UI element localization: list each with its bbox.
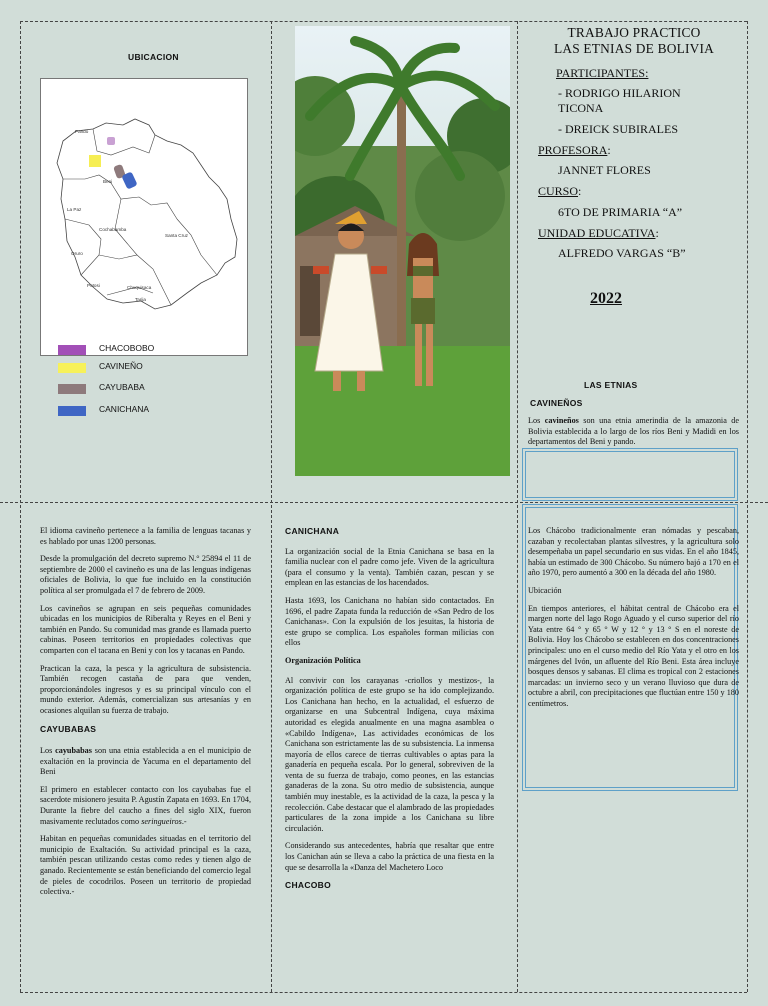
- chacobo-location-heading: Ubicación: [528, 585, 562, 595]
- chacobo-location: En tiempos anteriores, el hábitat central de Chácobo era el margen norte del lago Rogo Aguado y el curso superior del río Yata entre 64 ° y 65 ° W y 12 ° y 13 ° S en el noreste de Bolivia. Hoy los Chácobo se establecen en dos concentraciones principales: uno en el curso medio del Río Yata y el otro en los márgenes del Ivón, un afluente del Río Beni. Esta área incluye bosques densos y sabanas. El clima es tropical con 2 estaciones marcadas: un invierno seco y un verano lluvioso que dura de octubre a abril, con precipitaciones que fluctúan entre 150 y 180 centímetros.: [528, 603, 739, 708]
- legend-swatch-chacobobo: [58, 345, 86, 355]
- bolivia-map: [40, 78, 248, 356]
- map-label-pando: Pando: [75, 129, 89, 134]
- legend-swatch-canichana: [58, 406, 86, 416]
- top-frame-line: [20, 21, 747, 22]
- participant-1-line-b: TICONA: [558, 101, 604, 115]
- course-label-colon: :: [578, 184, 582, 198]
- participant-2: - DREICK SUBIRALES: [558, 122, 679, 136]
- p5-bold: cayubabas: [55, 746, 92, 756]
- p5-pre: Los: [40, 746, 56, 756]
- canichana-politics-heading: [285, 656, 494, 667]
- map-label-oruro: Oruro: [71, 251, 83, 256]
- school-label-colon: :: [655, 226, 659, 240]
- p5-post: son una etnia establecida a en el municipio de exaltación en la provincia de Yacuma en el departamento del Beni: [40, 746, 251, 777]
- legend-swatch-cayubaba: [58, 384, 86, 394]
- middle-frame-line: [0, 502, 768, 503]
- intro-pre: Los: [528, 416, 545, 425]
- cover-title-line-1: TRABAJO PRACTICO: [567, 25, 701, 40]
- cavinenos-column: [40, 526, 251, 905]
- course-label: [538, 184, 581, 199]
- canichana-column: [285, 526, 494, 891]
- text-box-frame-top-inner: [525, 451, 735, 498]
- cavinenos-decree: Desde la promulgación del decreto supremo N.° 25894 el 11 de septiembre de 2000 el cavineño es una de las lenguas indígenas oficiales de Bolivia, lo que fue incluido en la constitución política al ser promulgada el 7 de febrero de 2009.: [40, 554, 251, 595]
- politics-subheading: Organización Política: [285, 655, 361, 665]
- right-frame-line: [747, 21, 748, 992]
- cayubabas-heading: CAYUBABAS: [40, 723, 97, 734]
- participant-1-line-a: - RODRIGO HILARION: [558, 86, 681, 100]
- bolivia-map-outline: [41, 79, 247, 355]
- map-label-beni: Beni: [103, 179, 113, 184]
- map-label-cochabamba: Cochabamba: [99, 227, 127, 232]
- column-divider-2: [517, 21, 518, 992]
- intro-bold: cavineños: [544, 416, 579, 425]
- left-frame-line: [20, 21, 21, 992]
- map-region-chacobobo: [107, 137, 115, 145]
- canichana-politics: Al convivir con los carayanas -criollos y mestizos-, la organización política de este grupo se ha ido complejizando. Los Canichana han hecho, en la actualidad, el esfuerzo de organizarse en una Subcentral Indígena, cuya máxima autoridad es elegida anualmente en una magna asamblea o «Cabildo Indígena», Las actividades económicas de los Canichana son estrictamente las de su subsistencia. La inmensa mayoría de ellos carece de tierras cultivables o aptas para la ganadería en pequeña escala. Por lo general, sobreviven de la venta de su fuerza de trabajo, como peones, en las estancias ganaderas de la zona. Su otro medio de subsistencia, aunque también muy inestable, es la actividad de la caza, la pesca y la recolección. Cabe destacar que el alambrado de las propiedades particulares de la zona impide a los Canichana su libre circulación.: [285, 675, 494, 833]
- teacher-name: JANNET FLORES: [558, 163, 651, 177]
- map-label-chuquisaca: Chuquisaca: [127, 285, 152, 290]
- cayubabas-intro: [40, 746, 251, 778]
- chacobo-column: [528, 526, 739, 717]
- p6-end: .-: [181, 816, 187, 826]
- cover-title: [528, 25, 740, 57]
- school-name: ALFREDO VARGAS “B”: [558, 246, 686, 260]
- cavinenos-heading: CAVINEÑOS: [530, 398, 583, 408]
- participants-label: PARTICIPANTES:: [556, 66, 649, 80]
- ubicacion-heading: UBICACION: [128, 52, 179, 62]
- map-region-cavineno: [89, 155, 101, 167]
- column-divider-1: [271, 21, 272, 992]
- cavinenos-communities: Los cavineños se agrupan en seis pequeñas comunidades ubicadas en los municipios de Riberalta y Reyes en el Beni y también en Pando. Su comunidad mas grande es llamada puerto cabinas. Poseen territorios en propiedades colectivas que comparten con el tacana en Beni y con los y tacanas en Pando.: [40, 603, 251, 655]
- intro-post: son una etnia amerindia de la amazonia de Bolivia establecida a lo largo de los ríos Beni y Madidi en los departamentos del Beni y pando.: [528, 416, 740, 447]
- legend-label: CHACOBOBO: [99, 343, 155, 353]
- teacher-label-text: PROFESORA: [538, 143, 608, 157]
- map-label-tarija: Tarija: [135, 297, 146, 302]
- teacher-label-colon: :: [607, 143, 611, 157]
- cavinenos-language: El idioma cavineño pertenece a la familia de lenguas tacanas y es hablado por unas 1200 personas.: [40, 526, 251, 546]
- p6-main: El primero en establecer contacto con los cayubabas fue el sacerdote misionero jesuita P. Agustín Zapata en 1693. En 1704, Durante la fiebre del caucho a fines del siglo XIX, fueron masivamente reclutados como: [40, 784, 251, 826]
- teacher-label: [538, 143, 611, 158]
- cayubabas-contact: [40, 785, 251, 827]
- legend-label: CAYUBABA: [99, 382, 145, 392]
- course-label-text: CURSO: [538, 184, 579, 198]
- cover-illustration: [295, 26, 510, 476]
- jungle-scene-image: [295, 26, 510, 476]
- course-value: 6TO DE PRIMARIA “A”: [558, 205, 683, 219]
- map-label-la-paz: La Paz: [67, 207, 82, 212]
- etnias-heading: LAS ETNIAS: [584, 380, 638, 390]
- bottom-frame-line: [20, 992, 747, 993]
- cover-title-line-2: LAS ETNIAS DE BOLIVIA: [553, 41, 715, 56]
- canichana-history: Hasta 1693, los Canichana no habían sido contactados. En 1696, el padre Zapata funda la reducción de «San Pedro de los Canichanas». Con la expulsión de los jesuitas, la historia de este grupo se complica. Los españoles forman milicias con ellos: [285, 595, 494, 648]
- cayubabas-communities: Habitan en pequeñas comunidades situadas en el territorio del municipio de Exaltación. Su actividad principal es la caza, también pescan utilizando cestas como redes y tienen algo de ganado. Recientemente se están beneficiando del comercio legal de pieles de cocodrilos. Poseen un territorio de propiedad colectiva.-: [40, 834, 251, 897]
- legend-swatch-cavineno: [58, 363, 86, 373]
- map-label-santa-cruz: Santa Cruz: [165, 233, 188, 238]
- map-label-potosi: Potosi: [87, 283, 100, 288]
- legend-label: CANICHANA: [99, 404, 150, 414]
- cover-year: 2022: [590, 290, 622, 307]
- canichana-social: La organización social de la Etnia Canichana se basa en la familia nuclear con el padre como jefe. Viven de la agricultura (para el consumo y la venta). También cazan, pescan y se emplean en las estancias de los hacendados.: [285, 546, 494, 588]
- school-label: [538, 226, 659, 241]
- cavinenos-activities: Practican la caza, la pesca y la agricultura de subsistencia. También recogen castaña de para que venden, proporcionándoles ingresos y es su principal vínculo con el mundo exterior. Además, comercializan sus artesanías y en ocasiones alquilan su fuerza de trabajo.: [40, 663, 251, 715]
- legend-label: CAVINEÑO: [99, 361, 143, 371]
- school-label-text: UNIDAD EDUCATIVA: [538, 226, 656, 240]
- chacobo-heading: CHACOBO: [285, 880, 332, 891]
- p6-italic: seringueiros: [141, 816, 182, 826]
- cavinenos-intro: [528, 416, 739, 448]
- canichana-traditions: Considerando sus antecedentes, habría que resaltar que entre los Canichan aún se lleva a cabo la práctica de una fiesta en la que se desarrolla la «Danza del Machetero Loco: [285, 841, 494, 872]
- canichana-heading: CANICHANA: [285, 526, 340, 536]
- chacobo-history: Los Chácobo tradicionalmente eran nómadas y pescaban, cazaban y recolectaban plantas silvestres, y la agricultura solo desempeñaba un papel secundario en sus vidas. En el año 1845, había un estimado de 300 Chácobo. Su número bajó a 170 en el año 1970, pero aumentó a 300 en la década del año 1980.: [528, 526, 739, 578]
